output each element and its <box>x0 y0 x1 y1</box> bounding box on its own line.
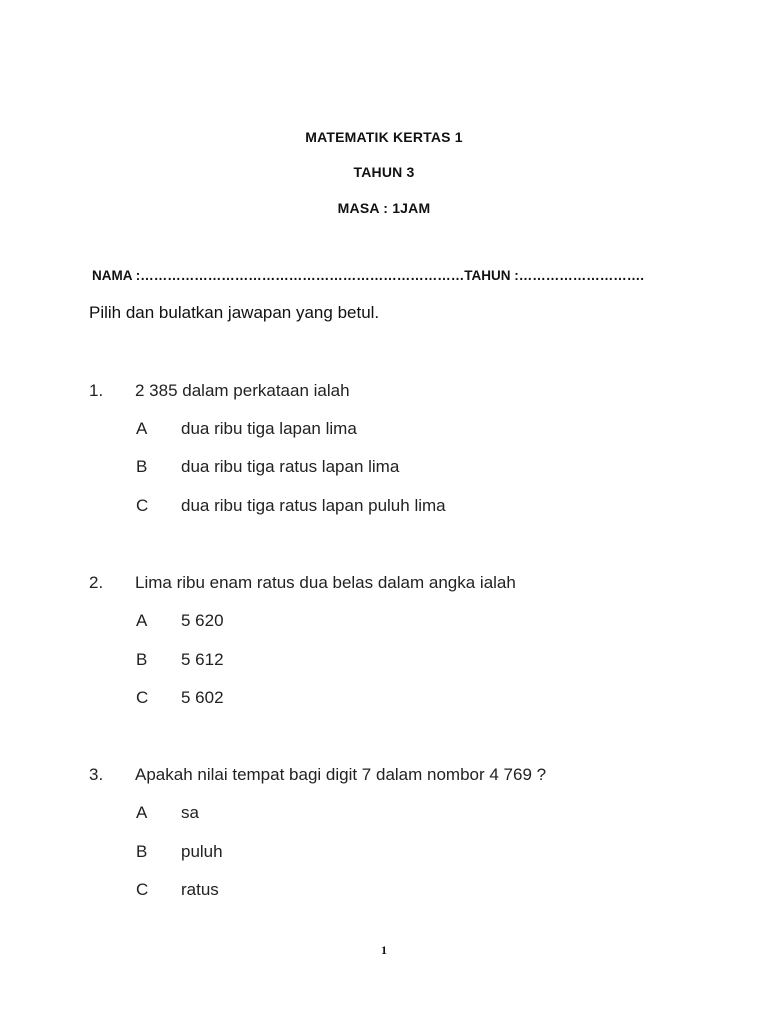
option-letter: C <box>136 688 149 707</box>
question-number: 1. <box>89 381 104 400</box>
option-letter: B <box>136 457 148 476</box>
name-year-field: NAMA :………………………………………………………………TAHUN :………………………. <box>92 268 644 283</box>
option-text: dua ribu tiga lapan lima <box>181 419 357 438</box>
question-text: Apakah nilai tempat bagi digit 7 dalam nombor 4 769 ? <box>135 765 547 784</box>
option-text: dua ribu tiga ratus lapan lima <box>181 457 400 476</box>
paper-title: MATEMATIK KERTAS 1 <box>305 129 463 145</box>
question-text: Lima ribu enam ratus dua belas dalam angka ialah <box>135 573 516 592</box>
option-text: 5 612 <box>181 650 224 669</box>
question-number: 2. <box>89 573 104 592</box>
question-number: 3. <box>89 765 104 784</box>
option-letter: C <box>136 880 149 899</box>
option-text: puluh <box>181 842 223 861</box>
option-letter: C <box>136 496 149 515</box>
option-letter: A <box>136 419 148 438</box>
option-letter: B <box>136 842 148 861</box>
page-number: 1 <box>381 943 387 957</box>
instruction-text: Pilih dan bulatkan jawapan yang betul. <box>89 303 380 322</box>
question-text: 2 385 dalam perkataan ialah <box>135 381 350 400</box>
time-heading: MASA : 1JAM <box>337 200 431 216</box>
option-letter: A <box>136 611 148 630</box>
option-text: dua ribu tiga ratus lapan puluh lima <box>181 496 446 515</box>
option-text: 5 602 <box>181 688 224 707</box>
option-letter: B <box>136 650 148 669</box>
option-text: ratus <box>181 880 219 899</box>
option-text: sa <box>181 803 199 822</box>
option-text: 5 620 <box>181 611 224 630</box>
option-letter: A <box>136 803 148 822</box>
year-heading: TAHUN 3 <box>353 164 415 180</box>
